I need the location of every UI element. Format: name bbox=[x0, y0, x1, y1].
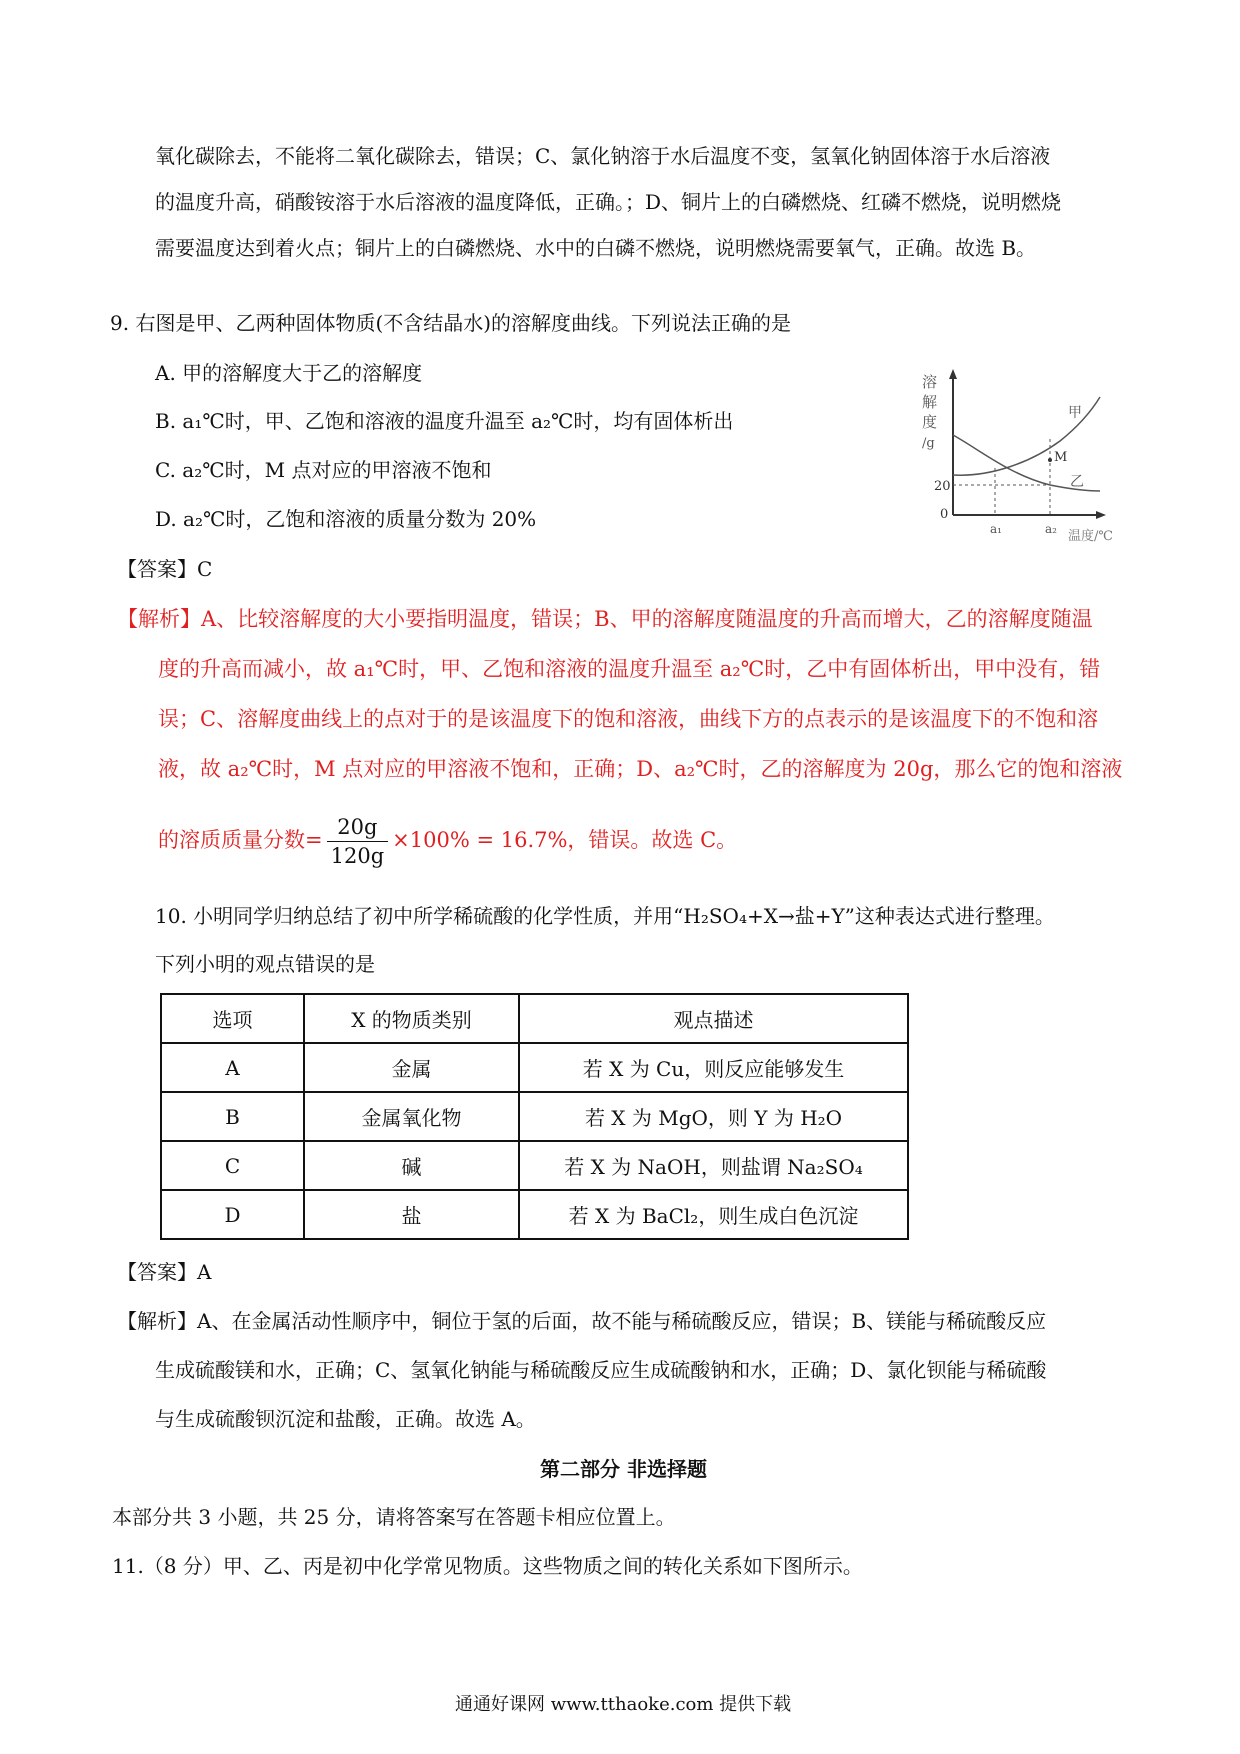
chart-x-tick-a2: a₂ bbox=[1045, 522, 1057, 536]
q9-analysis-line2: 度的升高而减小，故 a₁℃时，甲、乙饱和溶液的温度升温至 a₂℃时，乙中有固体析出，甲中没有，错 bbox=[158, 657, 1101, 681]
table-cell: 金属 bbox=[304, 1043, 519, 1092]
chart-x-label: 温度/℃ bbox=[1068, 529, 1113, 544]
q8-analysis-line3: 需要温度达到着火点；铜片上的白磷燃烧、水中的白磷不燃烧，说明燃烧需要氧气，正确。故选 B。 bbox=[155, 236, 1037, 260]
table-row bbox=[161, 1043, 908, 1092]
table-cell: 金属氧化物 bbox=[304, 1092, 519, 1141]
table-cell: C bbox=[161, 1141, 304, 1190]
q8-analysis-line1: 氧化碳除去，不能将二氧化碳除去，错误；C、氯化钠溶于水后温度不变，氢氧化钠固体溶于水后溶液 bbox=[155, 144, 1051, 168]
table-cell: D bbox=[161, 1190, 304, 1239]
q10-table-header-row bbox=[161, 994, 908, 1043]
chart-ylabel-char: 溶 bbox=[922, 373, 938, 391]
solubility-chart-svg bbox=[920, 365, 1140, 550]
part2-title: 第二部分 非选择题 bbox=[540, 1457, 707, 1481]
chart-y-tick-20: 20 bbox=[934, 479, 951, 494]
table-cell: 若 X 为 BaCl₂，则生成白色沉淀 bbox=[519, 1190, 908, 1239]
q9-fraction-denominator: 120g bbox=[330, 844, 385, 868]
q9-fraction-numerator: 20g bbox=[327, 813, 389, 842]
table-cell: 若 X 为 MgO，则 Y 为 H₂O bbox=[519, 1092, 908, 1141]
solubility-chart bbox=[920, 365, 1140, 550]
q9-analysis-line5 bbox=[158, 810, 737, 870]
chart-x-tick-a1: a₁ bbox=[990, 522, 1002, 536]
table-cell: 若 X 为 Cu，则反应能够发生 bbox=[519, 1043, 908, 1092]
page-footer: 通通好课网 www.tthaoke.com 提供下载 bbox=[455, 1694, 792, 1715]
chart-series-label-jia: 甲 bbox=[1068, 405, 1082, 421]
chart-point-label: M bbox=[1054, 450, 1068, 465]
part2-intro: 本部分共 3 小题，共 25 分，请将答案写在答题卡相应位置上。 bbox=[112, 1505, 676, 1529]
table-row bbox=[161, 1141, 908, 1190]
q10-header-description: 观点描述 bbox=[519, 994, 908, 1043]
q10-analysis-line1: 【解析】A、在金属活动性顺序中，铜位于氢的后面，故不能与稀硫酸反应，错误；B、镁能与稀硫酸反应 bbox=[117, 1309, 1047, 1333]
chart-ylabel-char: 度 bbox=[922, 413, 938, 431]
q10-analysis-line2: 生成硫酸镁和水，正确；C、氢氧化钠能与稀硫酸反应生成硫酸钠和水，正确；D、氯化钡能与稀硫酸 bbox=[155, 1358, 1047, 1382]
table-cell: 碱 bbox=[304, 1141, 519, 1190]
chart-point-m bbox=[1048, 458, 1052, 462]
q9-analysis-line4: 液，故 a₂℃时，M 点对应的甲溶液不饱和，正确；D、a₂℃时，乙的溶解度为 20g，那么它的饱和溶液 bbox=[158, 757, 1123, 781]
table-cell: A bbox=[161, 1043, 304, 1092]
q11-stem: 11.（8 分）甲、乙、丙是初中化学常见物质。这些物质之间的转化关系如下图所示。 bbox=[112, 1554, 863, 1578]
q9-option-a: A. 甲的溶解度大于乙的溶解度 bbox=[155, 361, 423, 385]
table-cell: 盐 bbox=[304, 1190, 519, 1239]
q9-analysis-line1: 【解析】A、比较溶解度的大小要指明温度，错误；B、甲的溶解度随温度的升高而增大，乙的溶解度随温 bbox=[117, 607, 1093, 631]
q9-analysis-line5-prefix: 的溶质质量分数= bbox=[158, 828, 323, 852]
q9-fraction bbox=[327, 813, 389, 870]
chart-ylabel-char: /g bbox=[922, 436, 935, 451]
q9-option-c: C. a₂℃时，M 点对应的甲溶液不饱和 bbox=[155, 458, 492, 482]
chart-y-arrow bbox=[949, 369, 957, 379]
q10-header-category: X 的物质类别 bbox=[304, 994, 519, 1043]
q9-answer: 【答案】C bbox=[117, 557, 213, 581]
q9-option-b: B. a₁℃时，甲、乙饱和溶液的温度升温至 a₂℃时，均有固体析出 bbox=[155, 409, 734, 433]
chart-ylabel-char: 解 bbox=[922, 393, 938, 411]
q10-answer: 【答案】A bbox=[117, 1260, 212, 1284]
q8-analysis-line2: 的温度升高，硝酸铵溶于水后溶液的温度降低，正确。；D、铜片上的白磷燃烧、红磷不燃烧，说明燃烧 bbox=[155, 190, 1062, 214]
q10-table bbox=[160, 993, 909, 1240]
q9-stem: 9. 右图是甲、乙两种固体物质(不含结晶水)的溶解度曲线。下列说法正确的是 bbox=[110, 311, 792, 335]
q10-stem-line2: 下列小明的观点错误的是 bbox=[155, 952, 375, 976]
q10-header-option: 选项 bbox=[161, 994, 304, 1043]
q9-option-d: D. a₂℃时，乙饱和溶液的质量分数为 20% bbox=[155, 507, 537, 531]
q9-analysis-line5-suffix: ×100% = 16.7%，错误。故选 C。 bbox=[392, 828, 738, 852]
chart-series-label-yi: 乙 bbox=[1070, 474, 1084, 490]
table-cell: B bbox=[161, 1092, 304, 1141]
q10-stem-line1: 10. 小明同学归纳总结了初中所学稀硫酸的化学性质，并用“H₂SO₄+X→盐+Y”这种表达式进行整理。 bbox=[155, 904, 1055, 928]
chart-origin: 0 bbox=[940, 507, 949, 522]
q10-analysis-line3: 与生成硫酸钡沉淀和盐酸，正确。故选 A。 bbox=[155, 1407, 536, 1431]
table-row bbox=[161, 1092, 908, 1141]
q9-analysis-line3: 误；C、溶解度曲线上的点对于的是该温度下的饱和溶液，曲线下方的点表示的是该温度下的不饱和溶 bbox=[158, 707, 1099, 731]
table-cell: 若 X 为 NaOH，则盐谓 Na₂SO₄ bbox=[519, 1141, 908, 1190]
chart-x-arrow bbox=[1096, 511, 1106, 519]
table-row bbox=[161, 1190, 908, 1239]
